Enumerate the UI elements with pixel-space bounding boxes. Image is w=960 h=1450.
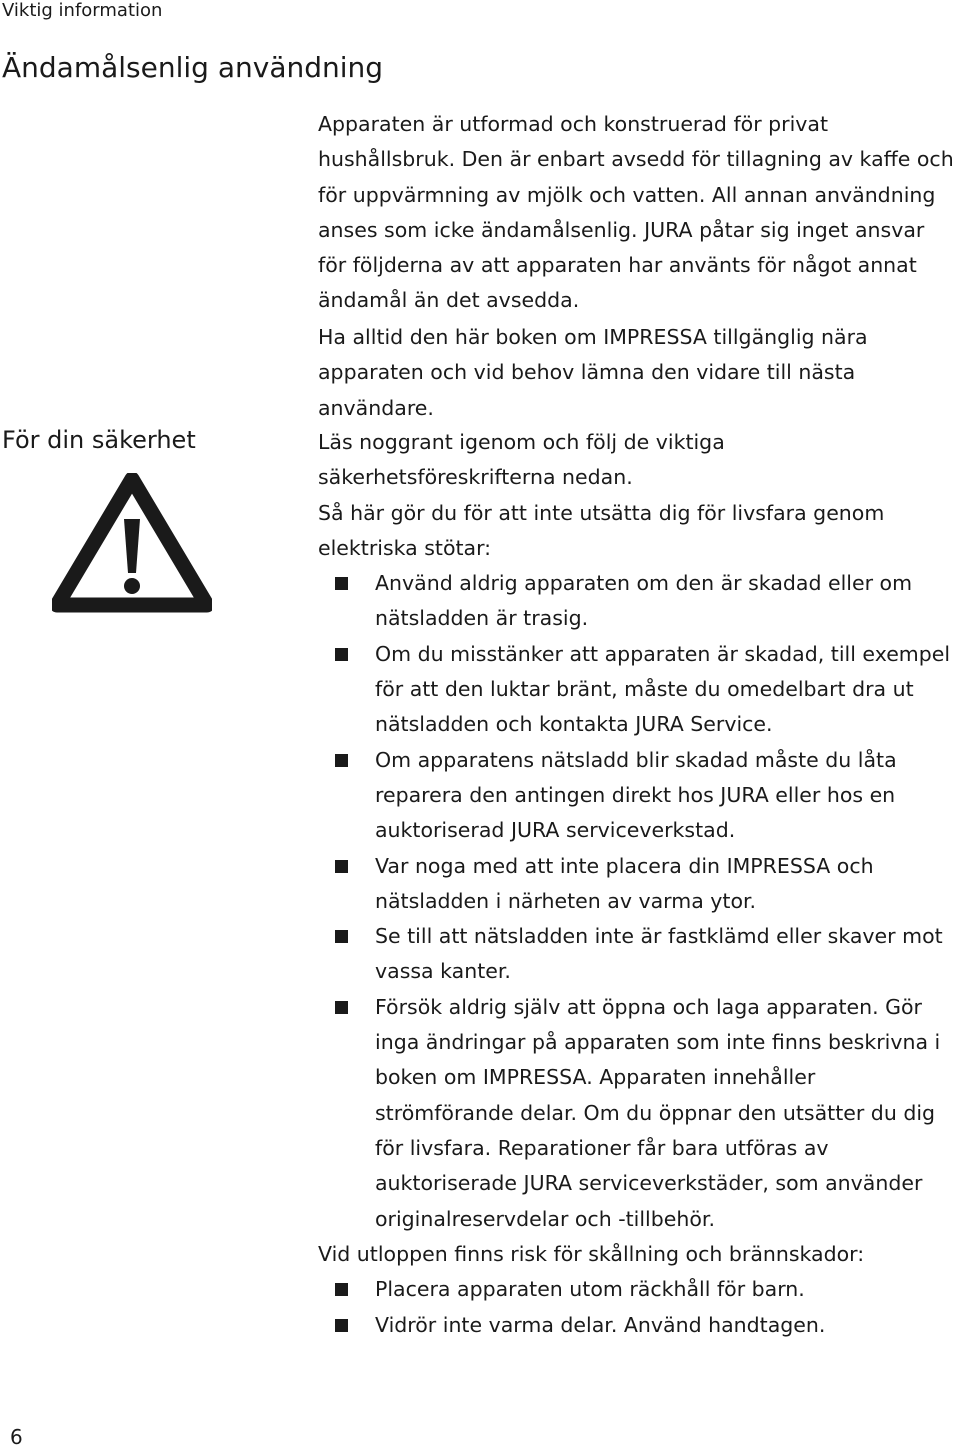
safety-paragraph-2: Så här gör du för att inte utsätta dig för livsfara genom elektriska stötar: <box>318 500 885 560</box>
page-title: Ändamålsenlig användning <box>2 51 384 84</box>
list-item: Vidrör inte varma delar. Använd handtagen. <box>318 1308 958 1343</box>
burns-block <box>318 1237 958 1343</box>
safety-block <box>318 425 958 1237</box>
list-item: Se till att nätsladden inte är fastklämd eller skaver mot vassa kanter. <box>318 919 958 990</box>
page-number: 6 <box>10 1425 23 1449</box>
list-item: Använd aldrig apparaten om den är skadad eller om nätsladden är trasig. <box>318 566 958 637</box>
list-item: Om apparatens nätsladd blir skadad måste du låta reparera den antingen direkt hos JURA eller hos en auktoriserad JURA serviceverkstad. <box>318 743 958 849</box>
burns-list <box>318 1272 958 1343</box>
list-item: Var noga med att inte placera din IMPRESSA och nätsladden i närheten av varma ytor. <box>318 849 958 920</box>
list-item: Försök aldrig själv att öppna och laga apparaten. Gör inga ändringar på apparaten som inte finns beskrivna i boken om IMPRESSA. Apparaten innehåller strömförande delar. Om du öppnar den utsätter du dig för livsfara. Reparationer får bara utföras av auktoriserade JURA serviceverkstäder, som använder originalreservdelar och -tillbehör. <box>318 990 958 1237</box>
intro-paragraph-1: Apparaten är utformad och konstruerad för privat hushållsbruk. Den är enbart avsedd för tillagning av kaffe och för uppvärmning av mjölk och vatten. All annan användning anses som icke ändamålsenlig. JURA påtar sig inget ansvar för följderna av att apparaten har använts för något annat ändamål än det avsedda. <box>318 112 954 313</box>
intro-block-1 <box>318 107 958 319</box>
safety-heading: För din säkerhet <box>2 426 196 454</box>
section-label: Viktig information <box>2 0 163 21</box>
list-item: Placera apparaten utom räckhåll för barn. <box>318 1272 958 1307</box>
warning-triangle-icon <box>52 473 212 613</box>
burns-intro: Vid utloppen finns risk för skållning och brännskador: <box>318 1242 865 1266</box>
intro-block-2 <box>318 320 958 426</box>
list-item: Om du misstänker att apparaten är skadad, till exempel för att den luktar bränt, måste du omedelbart dra ut nätsladden och kontakta JURA Service. <box>318 637 958 743</box>
safety-paragraph-1: Läs noggrant igenom och följ de viktiga säkerhetsföreskrifterna nedan. <box>318 430 725 490</box>
intro-paragraph-2: Ha alltid den här boken om IMPRESSA tillgänglig nära apparaten och vid behov lämna den vidare till nästa användare. <box>318 325 868 420</box>
safety-list <box>318 566 958 1237</box>
